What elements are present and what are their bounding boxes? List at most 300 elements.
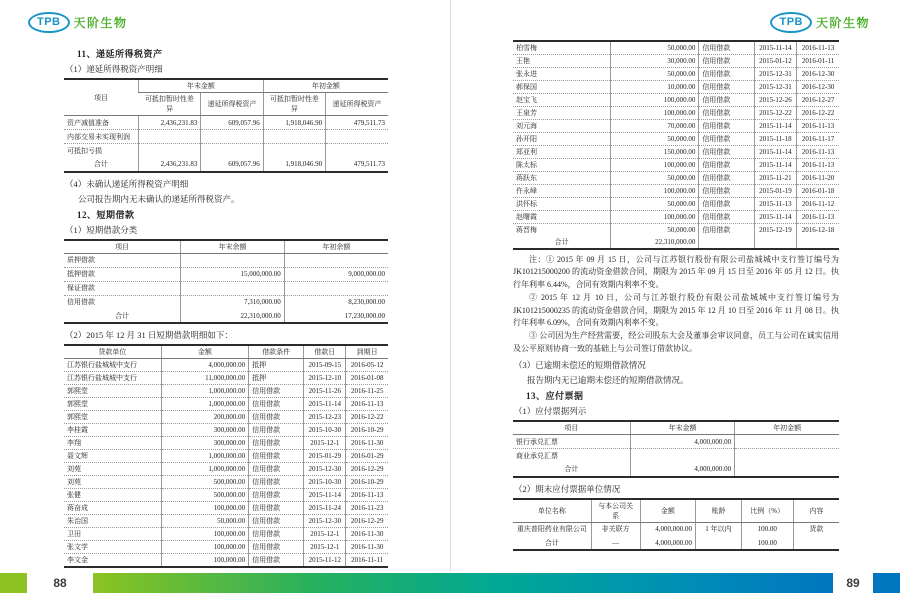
col-relation: 与本公司关系	[591, 499, 640, 523]
cell-condition: 信用借款	[249, 476, 304, 489]
cell-lender: 陈太标	[513, 159, 611, 172]
col-year-end: 年末金额	[630, 421, 734, 435]
col-start-date: 借款日	[304, 345, 346, 359]
loan-class-table	[64, 239, 388, 325]
cell-value: 609,057.96	[201, 158, 263, 172]
cell-due-date: 2016-11-13	[797, 159, 839, 172]
cell-relation: 非关联方	[591, 522, 640, 536]
section-12-sub3: （3）已逾期未偿还的短期借款情况	[514, 360, 646, 371]
cell-amount: 70,000.00	[611, 120, 699, 133]
loan-row	[513, 120, 839, 133]
cell-condition: 信用借款	[249, 398, 304, 411]
cell-start-date: 2015-11-18	[754, 133, 796, 146]
cell-value	[263, 144, 325, 158]
cell-relation: —	[591, 536, 640, 550]
loan-row	[513, 198, 839, 211]
cell-lender: 郭熙堂	[64, 398, 161, 411]
notes-payable-units-table	[513, 498, 839, 552]
col-dta: 递延所得税资产	[326, 93, 388, 116]
cell-value: 2,436,231.83	[139, 116, 201, 130]
cell-amount: 100,000.00	[611, 107, 699, 120]
cell-lender: 蒋晋梅	[513, 224, 611, 237]
cell-amount: 50,000.00	[611, 172, 699, 185]
cell-condition: 信用借款	[699, 41, 754, 55]
loan-row	[513, 55, 839, 68]
cell-start-date: 2015-11-21	[754, 172, 796, 185]
tpb-logo	[770, 12, 870, 33]
cell-year-end	[181, 281, 285, 295]
tpb-logo-icon: TPB	[770, 12, 812, 33]
cell-year-begin	[284, 253, 388, 267]
cell-total-label: 合计	[115, 311, 130, 320]
cell-condition: 信用借款	[249, 502, 304, 515]
cell-amount: 100,000.00	[611, 94, 699, 107]
cell-lender: 郑亚利	[513, 146, 611, 159]
cell-lender: 王泉芳	[513, 107, 611, 120]
cell-lender: 赵曙霞	[513, 211, 611, 224]
table-row	[64, 253, 388, 267]
cell-condition: 信用借款	[699, 224, 754, 237]
cell-value: 479,511.73	[326, 116, 388, 130]
cell-lender: 李翔	[64, 437, 161, 450]
table-row	[64, 144, 388, 158]
loan-row	[513, 224, 839, 237]
col-year-begin: 年初金额	[735, 421, 839, 435]
cell-year-begin: 9,000,000.00	[284, 267, 388, 281]
cell-condition: 抵押	[249, 372, 304, 385]
cell-due-date: 2016-11-30	[346, 528, 388, 541]
cell-due-date: 2016-11-12	[797, 198, 839, 211]
cell-due-date: 2016-12-30	[797, 68, 839, 81]
loan-row	[513, 159, 839, 172]
cell-start-date: 2015-11-14	[754, 146, 796, 159]
section-11-sub4: （4）未确认递延所得税资产明细	[65, 178, 189, 189]
cell-lender: 刘苑	[64, 476, 161, 489]
cell-condition: 信用借款	[699, 55, 754, 68]
cell-due-date: 2016-11-17	[797, 133, 839, 146]
col-ratio: 比例（%）	[741, 499, 793, 523]
cell-lender: 仵永峰	[513, 185, 611, 198]
cell-due-date: 2016-10-29	[346, 476, 388, 489]
cell-condition: 信用借款	[249, 450, 304, 463]
cell-value: 479,511.73	[326, 158, 388, 172]
cell-start-date: 2015-11-13	[754, 198, 796, 211]
col-amount: 金额	[161, 345, 248, 359]
cell-lender: 蒋跃东	[513, 172, 611, 185]
cell-ratio: 100.00	[741, 536, 793, 550]
cell-condition: 信用借款	[249, 385, 304, 398]
cell-start-date: 2015-10-30	[304, 476, 346, 489]
cell-start-date: 2015-11-14	[754, 41, 796, 55]
cell-condition: 信用借款	[699, 211, 754, 224]
cell-condition: 信用借款	[249, 528, 304, 541]
tpb-logo	[28, 12, 128, 33]
cell-condition: 信用借款	[249, 411, 304, 424]
cell-start-date: 2015-11-14	[754, 211, 796, 224]
cell-year-begin	[735, 449, 839, 463]
cell-start-date: 2015-12-26	[754, 94, 796, 107]
cell-item: 可抵扣亏损	[64, 144, 139, 158]
cell-value	[326, 130, 388, 144]
cell-amount: 50,000.00	[611, 224, 699, 237]
cell-start-date: 2015-09-15	[304, 359, 346, 372]
cell-condition: 信用借款	[699, 81, 754, 94]
note-2: ② 2015 年 12 月 10 日，公司与江苏银行股份有限公司盐城城中支行签订编号为 JK101215000235 的流动资金借款合同，期限为 2015 年 12 月 10 日至 2016 年 11 月 08 日。执行年利率 6.09%，合同有效期内利率不变。	[513, 293, 839, 327]
col-dta: 递延所得税资产	[201, 93, 263, 116]
cell-condition: 信用借款	[699, 94, 754, 107]
cell-amount: 100,000.00	[161, 541, 248, 554]
cell-amount: 22,310,000.00	[611, 236, 699, 249]
loan-row	[513, 107, 839, 120]
cell-item: 银行承兑汇票	[513, 435, 630, 449]
left-content	[64, 44, 388, 568]
cell-condition: 信用借款	[249, 554, 304, 568]
cell-condition: 信用借款	[699, 146, 754, 159]
cell-start-date: 2015-01-12	[754, 55, 796, 68]
section-13-title: 13、应付票据	[526, 391, 584, 402]
cell-amount: 10,000.00	[611, 81, 699, 94]
cell-amount: 50,000.00	[611, 68, 699, 81]
cell-due-date: 2016-12-27	[797, 94, 839, 107]
right-content	[513, 40, 839, 551]
cell-year-begin	[735, 435, 839, 449]
total-row	[64, 309, 388, 323]
cell-amount: 30,000.00	[611, 55, 699, 68]
cell-start-date: 2015-11-24	[304, 502, 346, 515]
cell-condition: 抵押	[249, 359, 304, 372]
cell-condition: 信用借款	[699, 159, 754, 172]
cell-lender: 张文学	[64, 541, 161, 554]
cell-year-end: 15,000,000.00	[181, 267, 285, 281]
cell-amount: 50,000.00	[611, 41, 699, 55]
cell-due-date: 2016-12-29	[346, 515, 388, 528]
cell-condition	[699, 236, 754, 249]
loan-notes	[513, 254, 839, 355]
cell-age	[696, 536, 742, 550]
cell-year-begin: 17,230,000.00	[284, 309, 388, 323]
cell-value: 1,918,046.90	[263, 116, 325, 130]
cell-value: 2,436,231.83	[139, 158, 201, 172]
cell-year-end	[181, 253, 285, 267]
cell-lender: 张永进	[513, 68, 611, 81]
footer-gradient-bar	[93, 573, 833, 593]
table-row	[64, 295, 388, 309]
cell-lender: 江苏银行盐城城中支行	[64, 372, 161, 385]
cell-condition: 信用借款	[249, 437, 304, 450]
cell-lender: 张健	[64, 489, 161, 502]
loan-row	[513, 133, 839, 146]
cell-amount: 50,000.00	[611, 133, 699, 146]
overdue-note: 报告期内无已逾期未偿还的短期借款情况。	[527, 375, 689, 386]
unrecognized-note: 公司报告期内无未确认的递延所得税资产。	[78, 193, 240, 204]
cell-amount: 50,000.00	[611, 198, 699, 211]
cell-lender: 刘苑	[64, 463, 161, 476]
notes-payable-table	[513, 420, 839, 478]
cell-year-begin	[284, 281, 388, 295]
cell-condition: 信用借款	[699, 198, 754, 211]
loan-row	[513, 41, 839, 55]
cell-item: 保证借款	[64, 281, 181, 295]
cell-due-date: 2016-01-08	[346, 372, 388, 385]
cell-condition: 信用借款	[699, 185, 754, 198]
cell-start-date: 2015-12-31	[754, 68, 796, 81]
cell-start-date: 2015-12-30	[304, 463, 346, 476]
section-12-sub1: （1）短期借款分类	[65, 224, 138, 235]
total-row	[513, 463, 839, 477]
cell-lender: 柏雪梅	[513, 41, 611, 55]
cell-lender: 郭熙堂	[64, 411, 161, 424]
note-1: 注：① 2015 年 09 月 15 日，公司与江苏银行股份有限公司盐城城中支行签订编号为 JK101215000200 的流动资金借款合同，期限为 2015 年 09 月 15 日至 2016 年 05 月 12 日。执行年利率 6.44%，合同有效期内利率不变。	[513, 255, 839, 289]
cell-condition: 信用借款	[699, 68, 754, 81]
table-row	[64, 116, 388, 130]
cell-due-date: 2016-12-29	[346, 463, 388, 476]
col-content: 内容	[793, 499, 839, 523]
cell-amount: 100,000.00	[611, 211, 699, 224]
cell-due-date: 2016-11-13	[346, 489, 388, 502]
table-header-row	[513, 499, 839, 523]
cell-amount: 500,000.00	[161, 489, 248, 502]
col-due-date: 到期日	[346, 345, 388, 359]
col-unit-name: 单位名称	[513, 499, 591, 523]
cell-amount: 1,000,000.00	[161, 398, 248, 411]
footer	[0, 571, 900, 593]
table-row	[64, 130, 388, 144]
total-row	[64, 158, 388, 172]
brand-name: 天阶生物	[815, 16, 870, 30]
cell-year-begin	[735, 463, 839, 477]
cell-item: 商业承兑汇票	[513, 449, 630, 463]
cell-due-date: 2016-11-25	[346, 385, 388, 398]
deferred-tax-table	[64, 78, 388, 173]
table-header-row	[64, 240, 388, 254]
cell-start-date: 2015-12-30	[304, 515, 346, 528]
cell-due-date: 2016-11-30	[346, 541, 388, 554]
cell-condition: 信用借款	[699, 107, 754, 120]
loan-row	[513, 211, 839, 224]
cell-due-date: 2016-01-29	[346, 450, 388, 463]
cell-value	[139, 130, 201, 144]
col-age: 账龄	[696, 499, 742, 523]
loan-row	[64, 450, 388, 463]
col-item: 项目	[64, 79, 139, 116]
cell-year-end: 4,000,000.00	[630, 435, 734, 449]
section-13-sub2: （2）期末应付票据单位情况	[514, 483, 621, 494]
table-header-row	[64, 79, 388, 93]
cell-due-date: 2016-12-30	[797, 81, 839, 94]
cell-start-date: 2015-12-10	[304, 372, 346, 385]
cell-amount: 100,000.00	[611, 185, 699, 198]
cell-ratio: 100.00	[741, 522, 793, 536]
cell-value	[326, 144, 388, 158]
cell-value	[263, 130, 325, 144]
cell-condition: 信用借款	[249, 424, 304, 437]
loan-row	[64, 359, 388, 372]
total-row	[513, 236, 839, 249]
cell-lender: 王艳	[513, 55, 611, 68]
cell-start-date: 2015-12-23	[304, 411, 346, 424]
cell-due-date: 2016-11-11	[346, 554, 388, 568]
cell-condition: 信用借款	[249, 541, 304, 554]
footer-left-accent	[0, 573, 27, 593]
cell-item: 信用借款	[64, 295, 181, 309]
cell-amount: 4,000,000.00	[640, 536, 695, 550]
cell-lender: 郭熙堂	[64, 385, 161, 398]
page-left	[0, 0, 450, 571]
cell-start-date: 2015-12-31	[754, 81, 796, 94]
cell-total-label: 合计	[554, 238, 569, 246]
cell-start-date	[754, 236, 796, 249]
cell-amount: 50,000.00	[161, 515, 248, 528]
cell-due-date: 2016-11-13	[797, 41, 839, 55]
section-12-title: 12、短期借款	[77, 209, 135, 220]
cell-year-end: 4,000,000.00	[630, 463, 734, 477]
cell-item: 内部交易未实现利润	[64, 130, 139, 144]
col-item: 项目	[513, 421, 630, 435]
loan-detail-table-p2	[513, 40, 839, 250]
cell-condition: 信用借款	[249, 515, 304, 528]
cell-amount: 100,000.00	[161, 502, 248, 515]
col-lender: 贷款单位	[64, 345, 161, 359]
col-deductible-diff: 可抵扣暂时性差异	[263, 93, 325, 116]
cell-due-date: 2016-11-30	[346, 437, 388, 450]
loan-row	[64, 385, 388, 398]
col-deductible-diff: 可抵扣暂时性差异	[139, 93, 201, 116]
cell-due-date: 2016-12-22	[346, 411, 388, 424]
cell-start-date: 2015-12-22	[754, 107, 796, 120]
cell-year-end: 7,310,000.00	[181, 295, 285, 309]
cell-lender: 卫田	[64, 528, 161, 541]
table-row	[513, 435, 839, 449]
cell-total-label: 合计	[94, 160, 108, 168]
table-row	[64, 267, 388, 281]
cell-start-date: 2015-11-12	[304, 554, 346, 568]
cell-due-date: 2016-12-18	[797, 224, 839, 237]
cell-value	[139, 144, 201, 158]
cell-year-begin: 8,230,000.00	[284, 295, 388, 309]
page-right	[450, 0, 900, 571]
loan-row	[64, 476, 388, 489]
cell-content	[793, 536, 839, 550]
cell-start-date: 2015-01-29	[304, 450, 346, 463]
page-number-right: 89	[846, 576, 860, 590]
cell-start-date: 2015-11-14	[304, 398, 346, 411]
loan-row	[64, 437, 388, 450]
cell-due-date: 2016-01-11	[797, 55, 839, 68]
cell-amount: 11,000,000.00	[161, 372, 248, 385]
cell-item: 质押借款	[64, 253, 181, 267]
cell-amount: 300,000.00	[161, 424, 248, 437]
loan-row	[64, 463, 388, 476]
cell-start-date: 2015-12-1	[304, 437, 346, 450]
cell-amount: 100,000.00	[161, 554, 248, 568]
page-number-left: 88	[53, 576, 67, 590]
cell-amount: 100,000.00	[611, 159, 699, 172]
cell-due-date: 2016-11-13	[797, 146, 839, 159]
cell-start-date: 2015-12-19	[754, 224, 796, 237]
loan-row	[64, 554, 388, 568]
loan-row	[513, 68, 839, 81]
loan-row	[64, 424, 388, 437]
note-3: ③ 公司因为生产经营需要，经公司股东大会及董事会审议同意，员工与公司在诚实信用及公平原则协商一致的基础上与公司签订借款协议。	[513, 331, 839, 353]
table-row	[513, 449, 839, 463]
table-header-row	[64, 345, 388, 359]
col-year-end-group: 年末金额	[139, 79, 264, 93]
cell-value	[201, 144, 263, 158]
cell-lender: 李文金	[64, 554, 161, 568]
cell-due-date: 2016-11-13	[797, 211, 839, 224]
cell-amount: 4,000,000.00	[161, 359, 248, 372]
cell-start-date: 2015-12-1	[304, 541, 346, 554]
loan-row	[64, 411, 388, 424]
loan-row	[64, 489, 388, 502]
cell-due-date: 2016-12-22	[797, 107, 839, 120]
cell-lender: 刘元海	[513, 120, 611, 133]
cell-lender: 赵宝飞	[513, 94, 611, 107]
cell-content: 货款	[793, 522, 839, 536]
table-row	[64, 281, 388, 295]
cell-amount: 100,000.00	[161, 528, 248, 541]
footer-right-accent	[873, 573, 900, 593]
section-11-title: 11、递延所得税资产	[77, 49, 163, 59]
cell-start-date: 2015-11-14	[304, 489, 346, 502]
cell-amount: 1,000,000.00	[161, 385, 248, 398]
cell-value: 1,918,046.90	[263, 158, 325, 172]
cell-total-label: 合计	[564, 465, 579, 474]
cell-start-date: 2015-11-14	[754, 159, 796, 172]
cell-item: 资产减值准备	[64, 116, 139, 130]
cell-start-date: 2015-10-30	[304, 424, 346, 437]
loan-detail-table-p1	[64, 344, 388, 568]
table-header-row	[513, 421, 839, 435]
col-year-begin: 年初余额	[284, 240, 388, 254]
cell-age: 1 年以内	[696, 522, 742, 536]
section-13-sub1: （1）应付票据列示	[514, 406, 587, 417]
cell-due-date: 2016-10-29	[346, 424, 388, 437]
cell-due-date: 2016-11-20	[797, 172, 839, 185]
cell-amount: 200,000.00	[161, 411, 248, 424]
cell-lender: 孙开阳	[513, 133, 611, 146]
cell-condition: 信用借款	[699, 133, 754, 146]
cell-due-date: 2016-11-23	[346, 502, 388, 515]
total-row	[513, 536, 839, 550]
col-year-end: 年末余额	[181, 240, 285, 254]
loan-row	[513, 172, 839, 185]
cell-due-date: 2016-11-13	[346, 398, 388, 411]
loan-row	[64, 528, 388, 541]
cell-lender: 聂文辉	[64, 450, 161, 463]
brand-name: 天阶生物	[73, 16, 128, 30]
cell-start-date: 2015-12-1	[304, 528, 346, 541]
cell-amount: 1,000,000.00	[161, 463, 248, 476]
cell-start-date: 2015-11-14	[754, 120, 796, 133]
table-row	[513, 522, 839, 536]
loan-row	[513, 146, 839, 159]
cell-amount: 1,000,000.00	[161, 450, 248, 463]
loan-row	[513, 185, 839, 198]
section-11-sub1: （1）递延所得税资产明细	[65, 64, 163, 74]
section-12-sub2: （2）2015 年 12 月 31 日短期借款明细如下：	[65, 330, 233, 340]
cell-lender: 江苏银行盐城城中支行	[64, 359, 161, 372]
cell-lender: 蒋奋成	[64, 502, 161, 515]
cell-due-date	[797, 236, 839, 249]
cell-year-end	[630, 449, 734, 463]
cell-value: 609,057.96	[201, 116, 263, 130]
cell-amount: 500,000.00	[161, 476, 248, 489]
loan-row	[64, 515, 388, 528]
loan-row	[64, 372, 388, 385]
cell-value	[201, 130, 263, 144]
cell-year-end: 22,310,000.00	[181, 309, 285, 323]
